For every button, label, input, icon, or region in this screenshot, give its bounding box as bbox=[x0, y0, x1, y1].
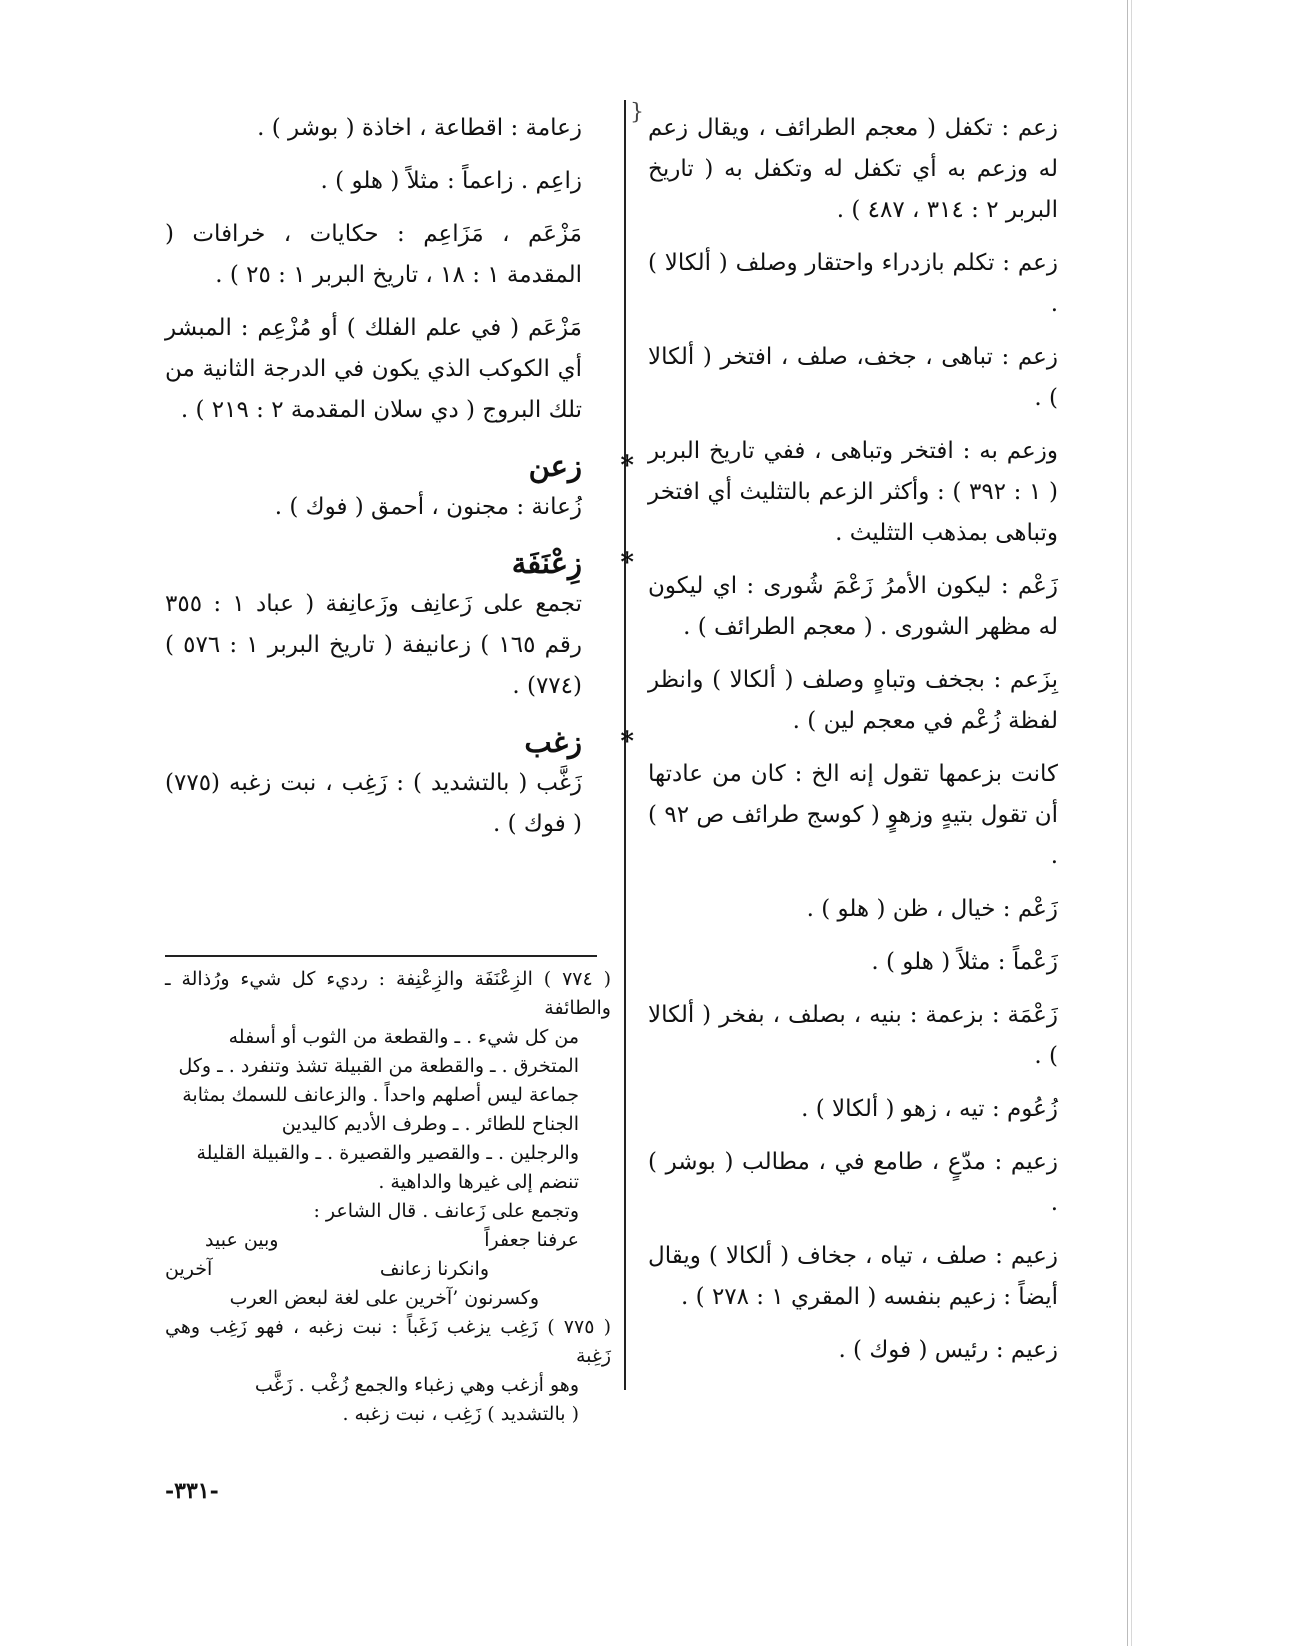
footnote-line: جماعة ليس أصلهم واحداً . والزعانف للسمك بمثابة bbox=[182, 1084, 579, 1106]
root-heading bbox=[165, 721, 634, 763]
footnote-line: وهو أزغب وهي زغباء والجمع زُغْب . زَغَّب bbox=[254, 1374, 579, 1396]
entry: كانت بزعمها تقول إنه الخ : كان من عادتها أن تقول بتيهٍ وزهوٍ ( كوسج طرائف ص ٩٢ ) . bbox=[648, 761, 1058, 869]
footnotes bbox=[165, 965, 611, 1429]
entry: زاعِم . زاعماً : مثلاً ( هلو ) . bbox=[320, 168, 582, 194]
scan-edge-line bbox=[1131, 0, 1132, 1646]
entry: زُعُوم : تيه ، زهو ( ألكالا ) . bbox=[801, 1096, 1058, 1122]
poem bbox=[165, 1226, 611, 1313]
poem-verse bbox=[165, 1226, 579, 1255]
root-word: زعن bbox=[528, 449, 582, 483]
root-word: زِعْنَفَة bbox=[511, 546, 582, 580]
entry: زَعْم : خيال ، ظن ( هلو ) . bbox=[806, 896, 1058, 922]
footnote-line: الجناح للطائر . ـ وطرف الأديم كاليدين bbox=[281, 1113, 579, 1135]
footnote-line: ( ٧٧٥ ) زَغِب يزغب زَغَباً : نبت زغبه ، فهو زَغِب وهي زَغِبة bbox=[165, 1316, 612, 1367]
poem-hemistich: عرفنا جعفراً bbox=[484, 1229, 579, 1251]
entry: زَعْمَة : بزعمة : بنيه ، بصلف ، بفخر ( ألكالا ) . bbox=[648, 1002, 1058, 1069]
entry: تجمع على زَعانِف وزَعانِفة ( عباد ١ : ٣٥٥ رقم ١٦٥ ) زعانيفة ( تاريخ البربر ١ : ٥٧٦ ) (٧٧٤) . bbox=[165, 591, 582, 699]
page-number: -٣٣١- bbox=[165, 1478, 219, 1504]
footnote-line: ( بالتشديد ) زَغِب ، نبت زغبه . bbox=[342, 1403, 579, 1425]
entry: زعيم : صلف ، تياه ، جخاف ( ألكالا ) ويقال أيضاً : زعيم بنفسه ( المقري ١ : ٢٧٨ ) . bbox=[648, 1243, 1058, 1310]
asterisk-icon: * bbox=[620, 548, 634, 578]
entry: زعيم : رئيس ( فوك ) . bbox=[838, 1337, 1058, 1363]
root-word: زغب bbox=[524, 725, 582, 759]
footnote-divider bbox=[165, 955, 597, 957]
asterisk-icon: * bbox=[620, 451, 634, 481]
footnote-line: والرجلين . ـ والقصير والقصيرة . ـ والقبيلة القليلة bbox=[196, 1142, 579, 1164]
entry: زعم : تكلم بازدراء واحتقار وصلف ( ألكالا ) . bbox=[648, 250, 1058, 317]
entry: بِزَعم : بجخف وتباهٍ وصلف ( ألكالا ) وانظر لفظة زُعْم في معجم لين ) . bbox=[648, 667, 1058, 734]
entry: زعم : تباهى ، جخف، صلف ، افتخر ( ألكالا ) . bbox=[648, 344, 1058, 411]
entry: زعامة : اقطاعة ، اخاذة ( بوشر ) . bbox=[257, 115, 582, 141]
poem-note: وكسرنون ’آخرين على لغة لبعض العرب bbox=[229, 1287, 539, 1309]
entry: زَعْماً : مثلاً ( هلو ) . bbox=[871, 949, 1058, 975]
poem-hemistich: وبين عبيد bbox=[205, 1229, 279, 1251]
root-heading bbox=[165, 542, 634, 584]
entry: زَعْم : ليكون الأمرُ زَعْمَ شُورى : اي ليكون له مظهر الشورى . ( معجم الطرائف ) . bbox=[648, 573, 1058, 640]
footnote-line: تنضم إلى غيرها والداهية . bbox=[378, 1171, 579, 1193]
poem-hemistich: آخرين bbox=[165, 1258, 213, 1280]
entry: وزعم به : افتخر وتباهى ، ففي تاريخ البربر ( ١ : ٣٩٢ ) : وأكثر الزعم بالتثليث أي افتخر وتباهى بمذهب التثليث . bbox=[648, 438, 1058, 546]
footnote-line: المتخرق . ـ والقطعة من القبيلة تشذ وتنفرد . ـ وكل bbox=[178, 1055, 579, 1077]
entry: مَزْعَم ( في علم الفلك ) أو مُزْعِم : المبشر أي الكوكب الذي يكون في الدرجة الثانية من تلك البروج ( دي سلان المقدمة ٢ : ٢١٩ ) . bbox=[165, 315, 582, 423]
poem-hemistich: وانكرنا زعانف bbox=[379, 1258, 489, 1280]
entry: زعيم : مدّعٍ ، طامع في ، مطالب ( بوشر ) . bbox=[648, 1149, 1058, 1216]
right-column bbox=[648, 108, 1058, 1383]
entry: زَغَّب ( بالتشديد ) : زَغِب ، نبت زغبه (٧٧٥) ( فوك ) . bbox=[165, 770, 582, 837]
bracket-mark: { bbox=[630, 100, 644, 125]
asterisk-icon: * bbox=[620, 727, 634, 757]
footnote-line: من كل شيء . ـ والقطعة من الثوب أو أسفله bbox=[228, 1026, 579, 1048]
entry: زعم : تكفل ( معجم الطرائف ، ويقال زعم له وزعم به أي تكفل له وتكفل به ( تاريخ البربر ٢ : ٣١٤ ، ٤٨٧ ) . bbox=[648, 115, 1058, 223]
poem-verse bbox=[165, 1255, 579, 1284]
entry: مَزْعَم ، مَزَاعِم : حكايات ، خرافات ( المقدمة ١ : ١٨ ، تاريخ البربر ١ : ٢٥ ) . bbox=[165, 221, 582, 288]
footnote-line: وتجمع على زَعانف . قال الشاعر : bbox=[313, 1200, 579, 1222]
footnote-line: ( ٧٧٤ ) الزِعْنَفَة والزِعْنِفة : رديء كل شيء ورُذالة ـ والطائفة bbox=[165, 968, 611, 1019]
entry: زُعانة : مجنون ، أحمق ( فوك ) . bbox=[274, 494, 582, 520]
scan-edge-line bbox=[1127, 0, 1128, 1646]
root-heading bbox=[165, 445, 634, 487]
left-column bbox=[165, 108, 634, 857]
